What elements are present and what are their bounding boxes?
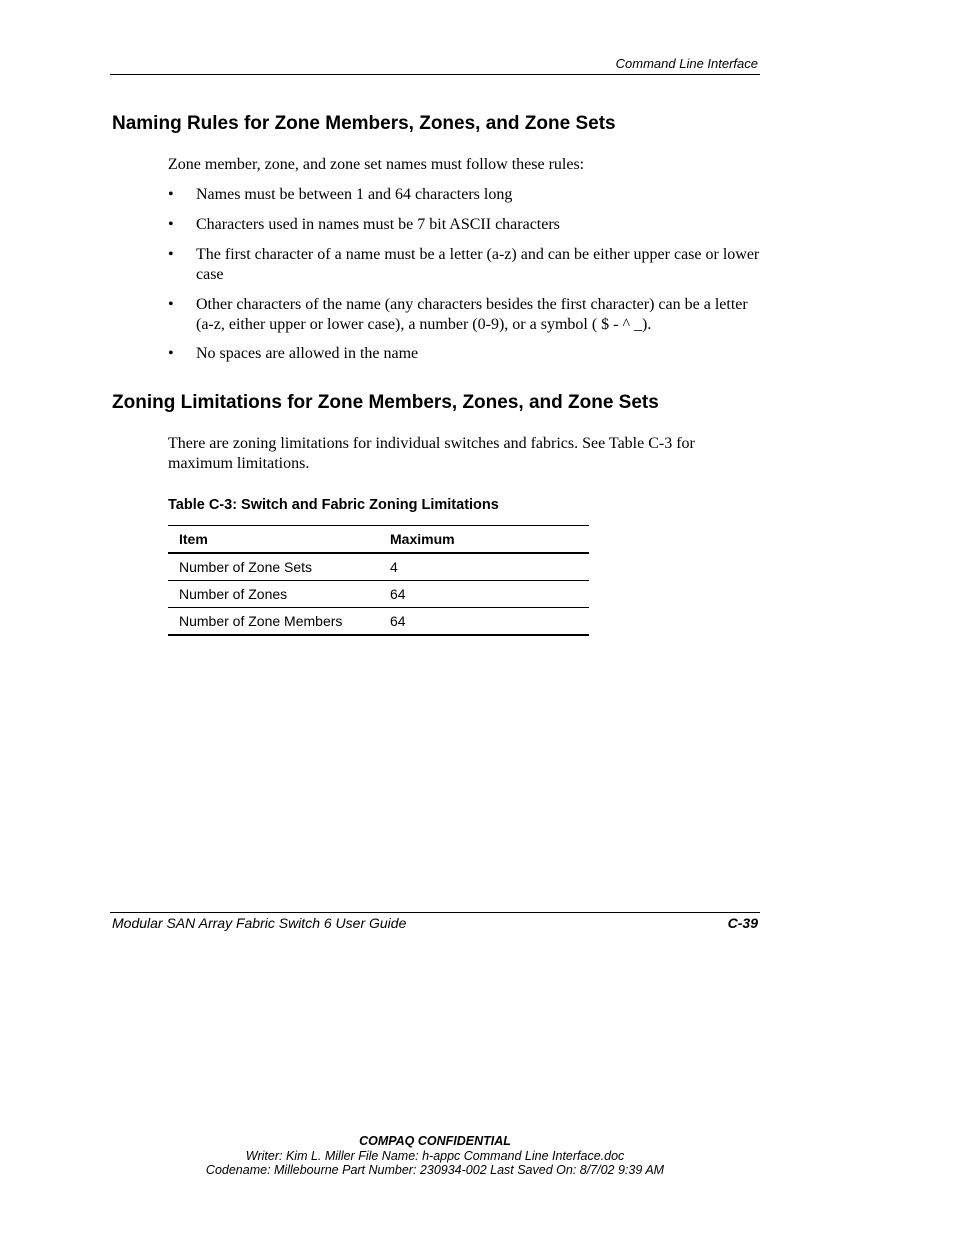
column-header-maximum: Maximum [379,526,589,554]
table-header-row [168,526,589,554]
list-item-text: No spaces are allowed in the name [196,345,419,362]
list-item-text: Other characters of the name (any characters besides the first character) can be a letter (a-z, either upper or lower case), a number (0-9), or a symbol ( $ - ^ _). [196,296,748,333]
table-cell-item: Number of Zone Members [168,608,379,636]
section-heading-naming-rules: Naming Rules for Zone Members, Zones, and Zone Sets [112,113,616,134]
running-header: Command Line Interface [615,56,758,71]
confidential-label: COMPAQ CONFIDENTIAL [359,1134,511,1148]
table-cell-item: Number of Zones [168,581,379,608]
list-item-text: The first character of a name must be a letter (a-z) and can be either upper case or lower case [196,246,760,283]
table-row [168,608,589,636]
list-item-text: Names must be between 1 and 64 characters long [196,186,513,203]
zoning-limitations-table [168,525,589,636]
table-row [168,553,589,581]
footer-rule [110,912,760,913]
list-item [168,295,760,334]
section-heading-zoning-limitations: Zoning Limitations for Zone Members, Zones, and Zone Sets [112,392,659,413]
confidential-writer-line: Writer: Kim L. Miller File Name: h-appc Command Line Interface.doc [245,1149,625,1163]
confidential-codename-line: Codename: Millebourne Part Number: 230934-002 Last Saved On: 8/7/02 9:39 AM [205,1163,665,1177]
page-number: C-39 [727,915,758,931]
header-rule [110,74,760,75]
zoning-limitations-intro: There are zoning limitations for individual switches and fabrics. See Table C-3 for maximum limitations. [168,435,695,472]
bullet-icon: • [168,345,174,362]
bullet-icon: • [168,186,174,203]
list-item [168,245,760,284]
list-item-text: Characters used in names must be 7 bit ASCII characters [196,216,560,233]
table-cell-item: Number of Zone Sets [168,553,379,581]
table-cell-maximum: 64 [379,608,589,636]
footer-title: Modular SAN Array Fabric Switch 6 User Guide [112,915,407,931]
table-row [168,581,589,608]
column-header-item: Item [168,526,379,554]
list-item [168,344,760,364]
table-caption: Table C-3: Switch and Fabric Zoning Limitations [168,497,499,513]
naming-rules-intro: Zone member, zone, and zone set names must follow these rules: [168,156,585,173]
table-cell-maximum: 4 [379,553,589,581]
bullet-icon: • [168,246,174,263]
bullet-icon: • [168,296,174,313]
list-item [168,215,760,235]
list-item [168,185,760,205]
bullet-icon: • [168,216,174,233]
table-cell-maximum: 64 [379,581,589,608]
